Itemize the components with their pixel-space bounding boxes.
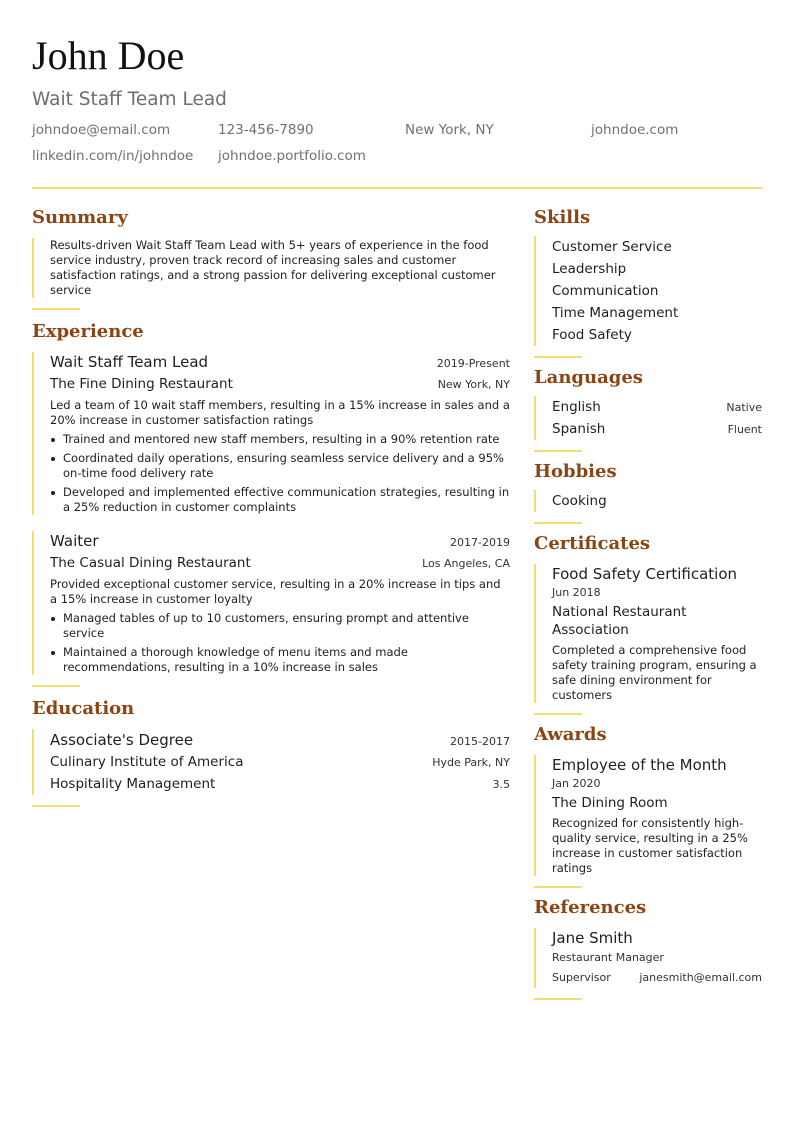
job-bullet: Developed and implemented effective communication strategies, resulting in a 25% reduction in customer complaints — [50, 485, 510, 515]
skills-list — [534, 236, 762, 346]
award-title: Employee of the Month — [552, 756, 727, 774]
edu-dates: 2015-2017 — [450, 735, 510, 748]
edu-location: Hyde Park, NY — [432, 756, 510, 769]
job-location: Los Angeles, CA — [422, 557, 510, 570]
languages-section — [534, 366, 762, 452]
edu-school: Culinary Institute of America — [50, 754, 244, 770]
reference-entry — [534, 928, 762, 988]
skills-heading: Skills — [534, 207, 591, 228]
section-divider — [534, 356, 582, 358]
job-description: Provided exceptional customer service, resulting in a 20% increase in tips and a 15% increase in customer loyalty — [50, 577, 501, 606]
hobbies-section — [534, 460, 762, 524]
certificates-heading: Certificates — [534, 533, 651, 554]
certificate-issuer: National Restaurant Association — [552, 604, 687, 638]
contact-email[interactable]: johndoe@email.com — [32, 122, 171, 138]
hobbies-list — [534, 490, 762, 512]
awards-heading: Awards — [534, 724, 607, 745]
awards-section — [534, 723, 762, 888]
header-divider — [32, 187, 762, 189]
summary-section — [32, 206, 510, 310]
reference-relation: Supervisor — [552, 971, 611, 984]
language-name: English — [552, 399, 601, 415]
languages-list — [534, 396, 762, 440]
summary-block — [32, 238, 510, 298]
job-company: The Fine Dining Restaurant — [50, 376, 233, 392]
section-divider — [534, 998, 582, 1000]
job-bullets — [50, 611, 510, 675]
contact-location: New York, NY — [405, 122, 494, 138]
certificate-entry — [534, 564, 762, 703]
hobbies-heading: Hobbies — [534, 461, 617, 482]
job-title: Waiter — [50, 532, 99, 550]
job-title: Wait Staff Team Lead — [50, 353, 209, 371]
skill-item: Communication — [552, 283, 659, 299]
certificate-date: Jun 2018 — [552, 586, 601, 599]
certificates-section — [534, 532, 762, 715]
skill-item: Leadership — [552, 261, 627, 277]
award-date: Jan 2020 — [552, 777, 601, 790]
reference-role: Restaurant Manager — [552, 951, 664, 964]
summary-heading: Summary — [32, 207, 128, 228]
job-entry — [32, 531, 510, 675]
certificate-description: Completed a comprehensive food safety training program, ensuring a safe dining environment for customers — [552, 643, 757, 702]
summary-text: Results-driven Wait Staff Team Lead with 5+ years of experience in the food service industry, proven track record of increasing sales and customer satisfaction ratings, and a strong passion for delivering exceptional customer service — [50, 238, 496, 297]
edu-degree: Associate's Degree — [50, 731, 194, 749]
award-description: Recognized for consistently high-quality service, resulting in a 25% increase in customer satisfaction ratings — [552, 816, 748, 875]
job-description: Led a team of 10 wait staff members, resulting in a 15% increase in sales and a 20% increase in customer satisfaction ratings — [50, 398, 510, 427]
left-column — [32, 206, 510, 807]
resume-header — [32, 34, 762, 174]
skill-item: Time Management — [552, 305, 679, 321]
skill-item: Food Safety — [552, 327, 632, 343]
section-divider — [534, 886, 582, 888]
candidate-title: Wait Staff Team Lead — [32, 89, 227, 110]
job-location: New York, NY — [437, 378, 510, 391]
section-divider — [32, 805, 80, 807]
contact-linkedin[interactable]: linkedin.com/in/johndoe — [32, 148, 194, 164]
contact-website[interactable]: johndoe.com — [591, 122, 679, 138]
education-section — [32, 697, 510, 807]
language-name: Spanish — [552, 421, 606, 437]
edu-field: Hospitality Management — [50, 776, 216, 792]
job-bullet: Maintained a thorough knowledge of menu items and made recommendations, resulting in a 10% increase in sales — [50, 645, 510, 675]
hobby-item: Cooking — [552, 493, 607, 509]
references-heading: References — [534, 897, 647, 918]
education-heading: Education — [32, 698, 135, 719]
job-bullet: Managed tables of up to 10 customers, ensuring prompt and attentive service — [50, 611, 510, 641]
edu-gpa: 3.5 — [492, 778, 510, 791]
references-section — [534, 896, 762, 1000]
section-divider — [32, 685, 80, 687]
award-issuer: The Dining Room — [552, 795, 668, 811]
reference-email[interactable]: janesmith@email.com — [639, 971, 762, 984]
experience-heading: Experience — [32, 321, 144, 342]
job-bullet: Coordinated daily operations, ensuring seamless service delivery and a 95% on-time food delivery rate — [50, 451, 510, 481]
job-company: The Casual Dining Restaurant — [50, 555, 251, 571]
job-dates: 2017-2019 — [450, 536, 510, 549]
job-bullets — [50, 432, 510, 515]
language-level: Fluent — [727, 423, 762, 436]
reference-name: Jane Smith — [552, 929, 633, 947]
section-divider — [534, 522, 582, 524]
language-level: Native — [726, 401, 762, 414]
contact-phone[interactable]: 123-456-7890 — [218, 122, 314, 138]
job-dates: 2019-Present — [436, 357, 510, 370]
job-bullet: Trained and mentored new staff members, resulting in a 90% retention rate — [50, 432, 510, 447]
award-entry — [534, 755, 762, 876]
education-entry — [32, 729, 510, 795]
section-divider — [32, 308, 80, 310]
section-divider — [534, 450, 582, 452]
certificate-title: Food Safety Certification — [552, 565, 738, 583]
contact-info — [32, 122, 762, 174]
section-divider — [534, 713, 582, 715]
candidate-name: John Doe — [32, 33, 185, 78]
languages-heading: Languages — [534, 367, 643, 388]
contact-portfolio[interactable]: johndoe.portfolio.com — [218, 148, 366, 164]
experience-section — [32, 320, 510, 687]
skills-section — [534, 206, 762, 358]
right-column — [534, 206, 762, 1000]
skill-item: Customer Service — [552, 239, 672, 255]
job-entry — [32, 352, 510, 515]
